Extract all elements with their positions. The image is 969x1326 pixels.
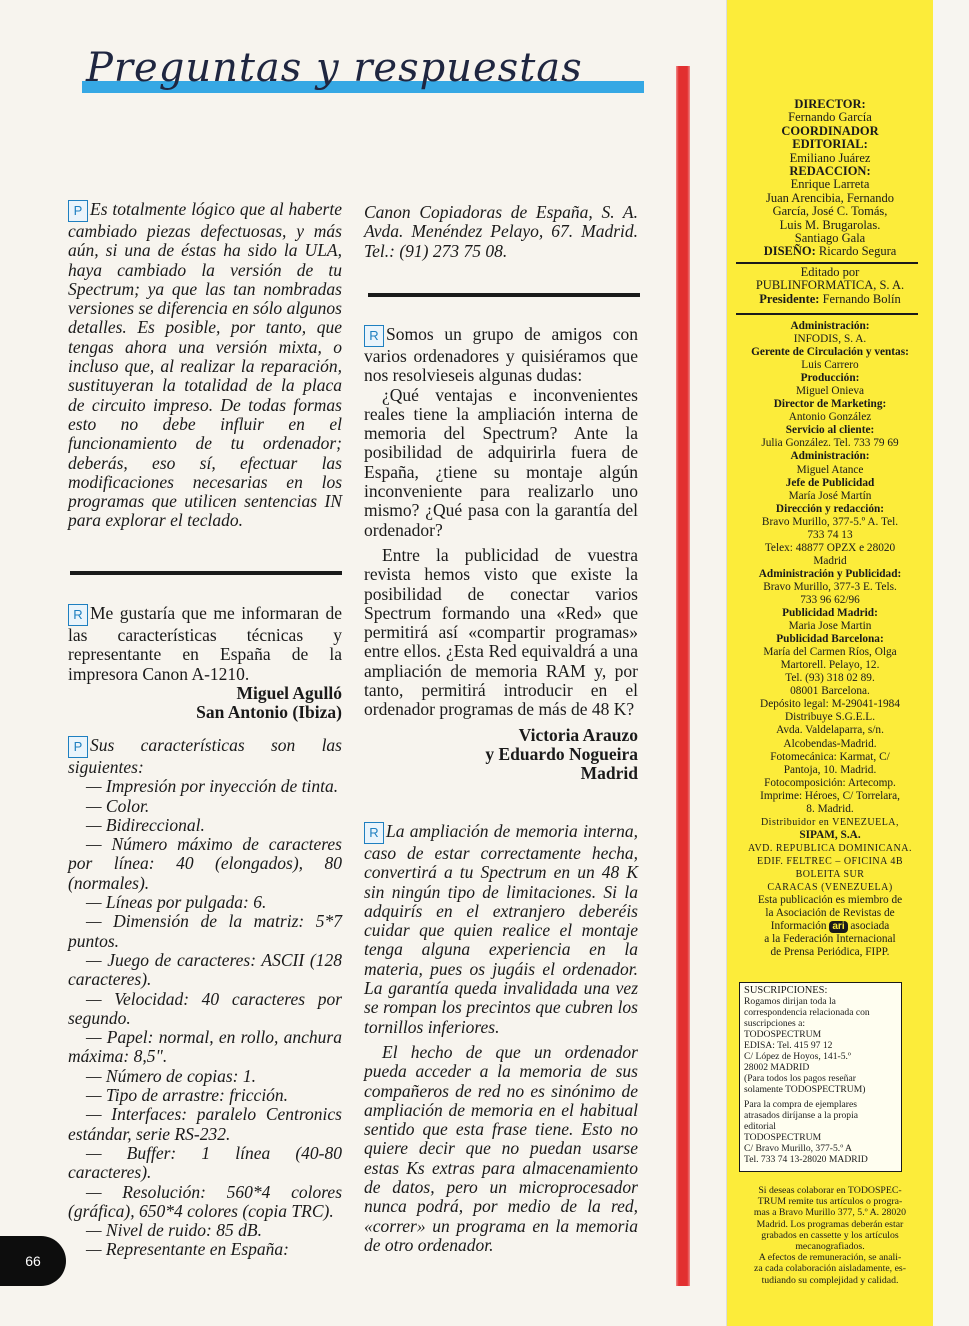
credit-label: Presidente: bbox=[759, 291, 820, 306]
credit-value: AVD. REPUBLICA DOMINICANA. bbox=[748, 842, 912, 854]
credit-value: Tel. (93) 318 02 89. bbox=[785, 672, 875, 685]
credit-value: Juan Arencibia, Fernando bbox=[765, 190, 895, 205]
credit-value: Madrid bbox=[813, 554, 847, 567]
credit-value: Avda. Valdelaparra, s/n. bbox=[776, 724, 884, 737]
spec-item: — Resolución: 560*4 colores (gráfica), 650*4 colores (copia TRC). bbox=[68, 1181, 342, 1221]
credit-label: Producción: bbox=[800, 372, 860, 385]
credit-value: SIPAM, S.A. bbox=[799, 828, 861, 841]
credit-value: 733 74 13 bbox=[807, 528, 853, 541]
credit-value: la Asociación de Revistas de bbox=[765, 907, 895, 920]
subs-line: correspondencia relacionada con bbox=[744, 1007, 870, 1018]
credit-label: Director de Marketing: bbox=[773, 398, 887, 411]
p-marker-icon: P bbox=[68, 736, 88, 758]
spec-item: — Impresión por inyección de tinta. bbox=[86, 776, 339, 797]
red-vertical-stripe bbox=[676, 66, 690, 1286]
subs-line: TODOSPECTRUM bbox=[744, 1029, 822, 1040]
credit-label: Dirección y redacción: bbox=[775, 502, 885, 515]
subs-line: editorial bbox=[744, 1121, 776, 1132]
subs-line: C/ Bravo Murillo, 377-5.º A bbox=[744, 1143, 852, 1154]
collab-line: A efectos de remuneración, se anali- bbox=[758, 1252, 902, 1264]
credits-divider bbox=[736, 313, 918, 315]
credit-label: DIRECTOR: bbox=[794, 97, 866, 111]
spec-item: — Velocidad: 40 caracteres por segundo. bbox=[68, 988, 342, 1028]
credit-value: Julia González. Tel. 733 79 69 bbox=[761, 437, 899, 450]
credit-label: Publicidad Madrid: bbox=[782, 607, 878, 620]
credit-value: Pantoja, 10. Madrid. bbox=[783, 763, 877, 776]
credit-value: BOLEITA SUR bbox=[795, 868, 865, 880]
credit-value: García, José C. Tomás, bbox=[772, 204, 888, 219]
signature-place: San Antonio (Ibiza) bbox=[196, 702, 342, 723]
subs-line: (Para todos los pagos reseñar bbox=[744, 1073, 856, 1084]
question-r2-body: ¿Qué ventajas e inconvenientes reales tiene la ampliación interna de memoria del Spectrum? Ante la posibilidad de adquirirla fuera de España, ¿tiene su montaje algún inconveniente para realizarlo uno mismo? ¿Qué pasa con la garantía del ordenador? bbox=[364, 384, 638, 540]
credit-value: de Prensa Periódica, FIPP. bbox=[770, 946, 890, 959]
subs-line: Tel. 733 74 13-28020 MADRID bbox=[744, 1154, 868, 1165]
credit-value: EDIF. FELTREC – OFICINA 4B bbox=[756, 855, 903, 867]
spec-item: — Papel: normal, en rollo, anchura máxima: 8,5". bbox=[68, 1027, 342, 1067]
credit-label: Administración: bbox=[790, 450, 870, 463]
collab-line: za cada colaboración aisladamente, es- bbox=[753, 1263, 907, 1275]
question-r2 bbox=[364, 325, 638, 784]
collab-line: TRUM remite tus artículos o progra- bbox=[757, 1196, 903, 1208]
credits-divider bbox=[736, 262, 918, 264]
subs-line: TODOSPECTRUM bbox=[744, 1132, 822, 1143]
subs-line: atrasados diríjanse a la propia bbox=[744, 1110, 859, 1121]
credit-label: Gerente de Circulación y ventas: bbox=[751, 346, 909, 359]
credit-value: PUBLINFORMATICA, S. A. bbox=[755, 278, 905, 293]
address-text: Canon Copiadoras de España, S. A. Avda. Menéndez Pelayo, 67. Madrid. Tel.: (91) 273 75 08. bbox=[364, 202, 638, 261]
credit-value: Luis M. Brugarolas. bbox=[779, 217, 881, 232]
spec-item: — Juego de caracteres: ASCII (128 caracteres). bbox=[68, 949, 342, 990]
credit-value: 08001 Barcelona. bbox=[790, 685, 870, 698]
question-r2-body: Entre la publicidad de vuestra revista hemos visto que existe la posibilidad de conectar varios Spectrum formando una «Red» que permitirá así «compartir programas» entre ellos. ¿Esta Red equivaldrá a una ampliación de memoria RAM y, por tanto, permitirá introducir en el ordenador programas de más de 48 K? bbox=[364, 544, 638, 720]
credit-label: Publicidad Barcelona: bbox=[776, 633, 884, 646]
p-marker-icon: P bbox=[68, 200, 88, 222]
spec-item: — Representante en España: bbox=[86, 1239, 289, 1260]
page-number: 66 bbox=[0, 1236, 66, 1286]
answer-p2-intro: Sus características son las siguientes: bbox=[68, 735, 342, 777]
r-marker-icon: R bbox=[364, 325, 384, 347]
answer-p2-continued bbox=[364, 203, 638, 261]
spec-item: — Dimensión de la matriz: 5*7 puntos. bbox=[68, 911, 342, 951]
answer-p1 bbox=[68, 200, 342, 531]
ari-logo-icon: ari bbox=[829, 921, 847, 933]
credit-value: María del Carmen Ríos, Olga bbox=[763, 646, 897, 659]
subs-line: solamente TODOSPECTRUM) bbox=[744, 1084, 866, 1095]
answer-r3-text: La ampliación de memoria interna, caso de estar correctamente hecha, convertirá a tu Spectrum en un 48 K sin ningún tipo de limitaciones. Si la adquirís en el extranjero deberéis cuidar que quien realice el montaje tenga alguna experiencia en la materia, pues os jugáis el ordenador. La garantía queda invalidada una vez se rompan los precintos que cubren los tornillos inferiores. bbox=[364, 821, 638, 1037]
credit-value: Editado por bbox=[800, 265, 860, 279]
question-r1 bbox=[68, 604, 342, 722]
subs-line: Rogamos dirijan toda la bbox=[744, 996, 836, 1007]
signature-name: y Eduardo Nogueira bbox=[485, 743, 638, 764]
answer-r3 bbox=[364, 822, 638, 1255]
collab-line: tudiando su complejidad y calidad. bbox=[761, 1274, 899, 1286]
credit-value: Depósito legal: M-29041-1984 bbox=[760, 698, 900, 711]
collab-line: Madrid. Los programas deberán estar bbox=[756, 1218, 904, 1230]
credit-value: Luis Carrero bbox=[801, 359, 859, 372]
spec-item: — Buffer: 1 línea (40-80 caracteres). bbox=[68, 1142, 342, 1183]
publisher-credits bbox=[732, 266, 928, 306]
subs-heading: SUSCRIPCIONES: bbox=[744, 985, 828, 996]
staff-credits bbox=[732, 98, 928, 259]
credit-label: EDITORIAL: bbox=[792, 137, 868, 152]
credit-label: COORDINADOR bbox=[781, 123, 879, 138]
spec-item: — Número de copias: 1. bbox=[86, 1065, 256, 1086]
question-r1-text: Me gustaría que me informaran de las características técnicas y representante en España de la impresora Canon A-1210. bbox=[68, 603, 342, 684]
section-divider bbox=[368, 293, 640, 297]
spec-item: — Tipo de arrastre: fricción. bbox=[86, 1085, 289, 1106]
credit-value: CARACAS (VENEZUELA) bbox=[767, 882, 893, 894]
question-r2-intro: Somos un grupo de amigos con varios ordenadores y quisiéramos que nos resolvieseis algunas dudas: bbox=[364, 324, 638, 386]
spec-item: — Número máximo de caracteres por línea: 40 (elongados), 80 (normales). bbox=[68, 834, 342, 893]
credit-value: Antonio González bbox=[788, 411, 872, 424]
credit-value: Fernando García bbox=[788, 110, 872, 125]
credit-value: Distribuye S.G.E.L. bbox=[784, 711, 876, 724]
credit-value: Santiago Gala bbox=[794, 231, 866, 246]
collab-line: mecanografiados. bbox=[795, 1241, 865, 1253]
credit-value: Ricardo Segura bbox=[818, 244, 897, 259]
credit-value: Miguel Onieva bbox=[795, 385, 865, 398]
business-credits bbox=[732, 320, 928, 959]
subs-line: Para la compra de ejemplares bbox=[744, 1099, 857, 1110]
credit-value: a la Federación Internacional bbox=[764, 933, 896, 946]
credit-value: Fernando Bolín bbox=[822, 291, 901, 306]
collaboration-note bbox=[732, 1185, 928, 1286]
credit-value: 733 96 62/96 bbox=[800, 593, 860, 606]
credit-value: Telex: 48877 OPZX e 28020 bbox=[764, 541, 896, 554]
r-marker-icon: R bbox=[364, 822, 384, 844]
signature-place: Madrid bbox=[580, 763, 638, 784]
credit-value: Enrique Larreta bbox=[790, 177, 870, 192]
signature-name: Miguel Agulló bbox=[236, 682, 342, 703]
credit-value: María José Martín bbox=[788, 489, 872, 502]
spec-item: — Líneas por pulgada: 6. bbox=[86, 892, 267, 913]
spec-item: — Nivel de ruido: 85 dB. bbox=[86, 1220, 262, 1241]
credit-value: Imprime: Héroes, C/ Torrelara, bbox=[760, 789, 900, 802]
credit-value: Alcobendas-Madrid. bbox=[783, 737, 877, 750]
collab-line: Si deseas colaborar en TODOSPEC- bbox=[758, 1185, 902, 1196]
signature-name: Victoria Arauzo bbox=[518, 724, 638, 745]
answer-r3-text: El hecho de que un ordenador pueda acceder a la memoria de sus compañeros de red no es sinónimo de ampliación de memoria en el habitual sentido que esta frase tiene. Esto no quiere decir que no puedan usarse estas Ks extras para almacenamiento de datos, pero un microprocesador nunca podrá, por medio de la red, «correr» un programa en la memoria de otro ordenador. bbox=[364, 1041, 638, 1255]
subs-line: suscripciones a: bbox=[744, 1018, 806, 1029]
credit-value: Emiliano Juárez bbox=[789, 150, 871, 165]
spec-item: — Bidireccional. bbox=[86, 814, 205, 835]
spec-item: — Color. bbox=[86, 795, 150, 816]
credit-value: Esta publicación es miembro de bbox=[757, 894, 903, 907]
answer-p2 bbox=[68, 736, 342, 1260]
answer-p1-text: Es totalmente lógico que al haberte cambiado piezas defectuosas, y más aún, si una de éstas ha sido la ULA, haya cambiado la versión de tu Spectrum; ya que las tan nombradas versiones se diferencia en sólo algunos detalles. Es posible, por tanto, que tengas ahora una versión mixta, o incluso que, al realizar la reparación, sustituyeran la totalidad de la placa de circuito impreso. De todas formas esto no debe influir en el funcionamiento de tu ordenador; deberás, eso sí, efectuar las modificaciones necesarias en los programas que utilicen sentencias IN para explorar el teclado. bbox=[68, 199, 342, 531]
credit-label: Administración: bbox=[790, 320, 870, 332]
credit-value: Martorell. Pelayo, 12. bbox=[780, 659, 880, 672]
credit-value: Información bbox=[770, 920, 827, 933]
credit-value: asociada bbox=[850, 920, 890, 933]
page-title: Preguntas y respuestas bbox=[86, 45, 583, 91]
credit-label: Administración y Publicidad: bbox=[758, 567, 902, 580]
r-marker-icon: R bbox=[68, 604, 88, 626]
credit-value: Maria Jose Martin bbox=[788, 620, 872, 633]
section-divider bbox=[70, 571, 342, 575]
credit-label: Servicio al cliente: bbox=[785, 424, 875, 437]
credit-value: INFODIS, S. A. bbox=[793, 333, 867, 346]
credit-value: Bravo Murillo, 377-5.º A. Tel. bbox=[761, 515, 899, 528]
credit-value: Distribuidor en VENEZUELA, bbox=[760, 816, 900, 828]
credit-value: Fotocomposición: Artecomp. bbox=[764, 776, 896, 789]
credit-label: Jefe de Publicidad bbox=[785, 476, 875, 489]
credit-value: Miguel Atance bbox=[796, 463, 864, 476]
subs-line: EDISA: Tel. 415 97 12 bbox=[744, 1040, 833, 1051]
collab-line: grabados en cassette y los artículos bbox=[761, 1229, 899, 1241]
credit-value: Bravo Murillo, 377-3 E. Tels. bbox=[763, 580, 897, 593]
credit-value: 8. Madrid. bbox=[806, 802, 854, 815]
credit-label: DISEÑO: bbox=[763, 244, 816, 259]
page-margin bbox=[933, 0, 969, 1326]
subs-line: C/ López de Hoyos, 141-5.º bbox=[744, 1051, 851, 1062]
credit-label: REDACCION: bbox=[789, 164, 871, 179]
collab-line: mas a Bravo Murillo 377, 5.º A. 28020 bbox=[753, 1207, 907, 1219]
spec-item: — Interfaces: paralelo Centronics estándar, serie RS-232. bbox=[68, 1104, 342, 1144]
credit-value: Fotomecánica: Karmat, C/ bbox=[770, 750, 890, 763]
subscriptions-box bbox=[739, 982, 902, 1172]
subs-line: 28002 MADRID bbox=[744, 1062, 810, 1073]
